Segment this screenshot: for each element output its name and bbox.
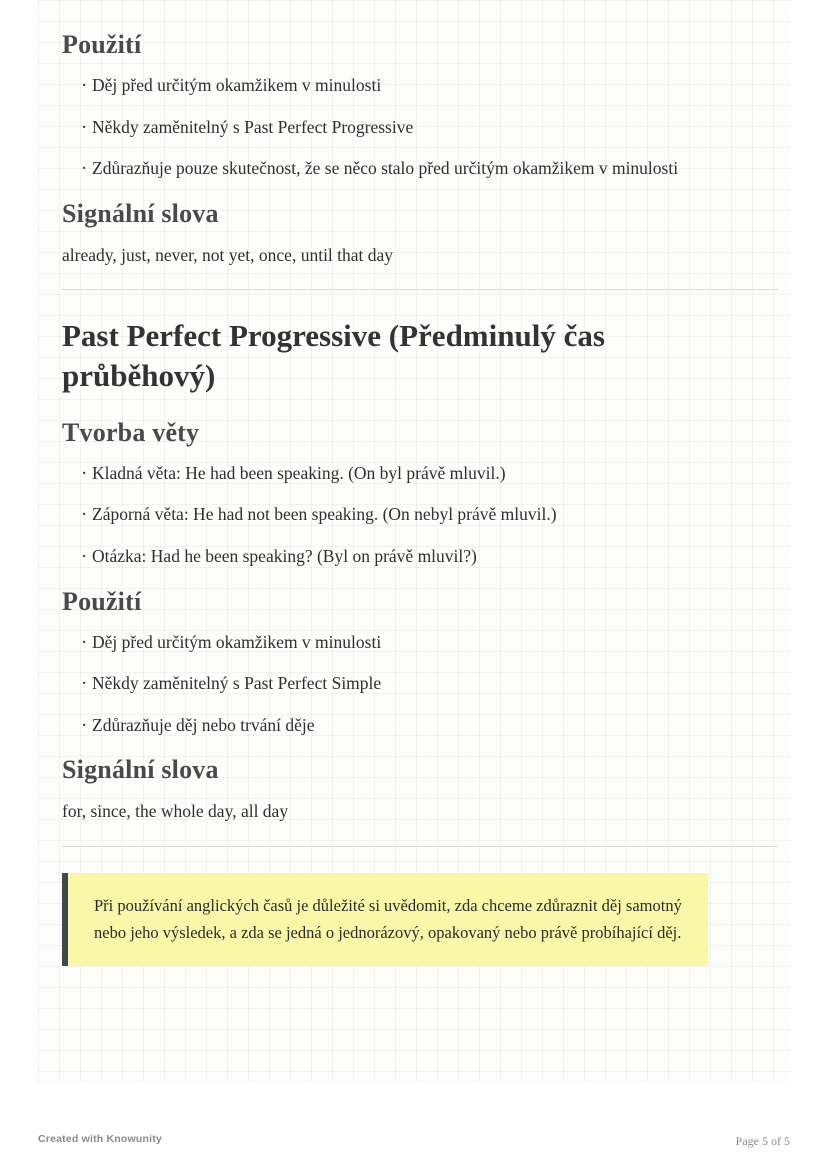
section-heading-signalni-slova-1: Signální slova: [62, 198, 219, 228]
bullet-list-pouziti-1: [62, 74, 778, 181]
signal-words-2: for, since, the whole day, all day: [62, 801, 289, 822]
footer-credit: Created with Knowunity: [38, 1133, 162, 1145]
list-item: · Někdy zaměnitelný s Past Perfect Simple: [62, 672, 778, 696]
list-item: · Kladná věta: He had been speaking. (On byl právě mluvil.): [62, 462, 778, 486]
bullet-list-pouziti-2: [62, 631, 778, 738]
page-title: Past Perfect Progressive (Předminulý čas průběhový): [62, 318, 605, 394]
section-heading-signalni-slova-2: Signální slova: [62, 755, 219, 785]
list-item: · Zdůrazňuje děj nebo trvání děje: [62, 714, 778, 738]
list-item: · Zdůrazňuje pouze skutečnost, že se něco stalo před určitým okamžikem v minulosti: [62, 157, 778, 181]
divider-1: [62, 289, 778, 290]
bullet-list-tvorba-vety: [62, 462, 778, 569]
list-item: · Děj před určitým okamžikem v minulosti: [62, 631, 778, 655]
page-footer: [38, 1133, 790, 1153]
section-heading-pouziti-1: Použití: [62, 30, 142, 59]
list-item: · Děj před určitým okamžikem v minulosti: [62, 74, 778, 98]
page-number: Page 5 of 5: [735, 1134, 790, 1148]
callout-box: [62, 873, 708, 966]
divider-2: [62, 846, 778, 847]
section-heading-pouziti-2: Použití: [62, 586, 142, 616]
document-content: [62, 30, 778, 966]
signal-words-1: already, just, never, not yet, once, until that day: [62, 244, 394, 265]
list-item: · Otázka: Had he been speaking? (Byl on právě mluvil?): [62, 545, 778, 569]
list-item: · Někdy zaměnitelný s Past Perfect Progressive: [62, 116, 778, 140]
section-heading-tvorba-vety: Tvorba věty: [62, 417, 200, 447]
list-item: · Záporná věta: He had not been speaking. (On nebyl právě mluvil.): [62, 503, 778, 527]
callout-text: Při používání anglických časů je důležité si uvědomit, zda chceme zdůraznit děj samotný nebo jeho výsledek, a zda se jedná o jednorázový, opakovaný nebo právě probíhající děj.: [94, 895, 682, 942]
